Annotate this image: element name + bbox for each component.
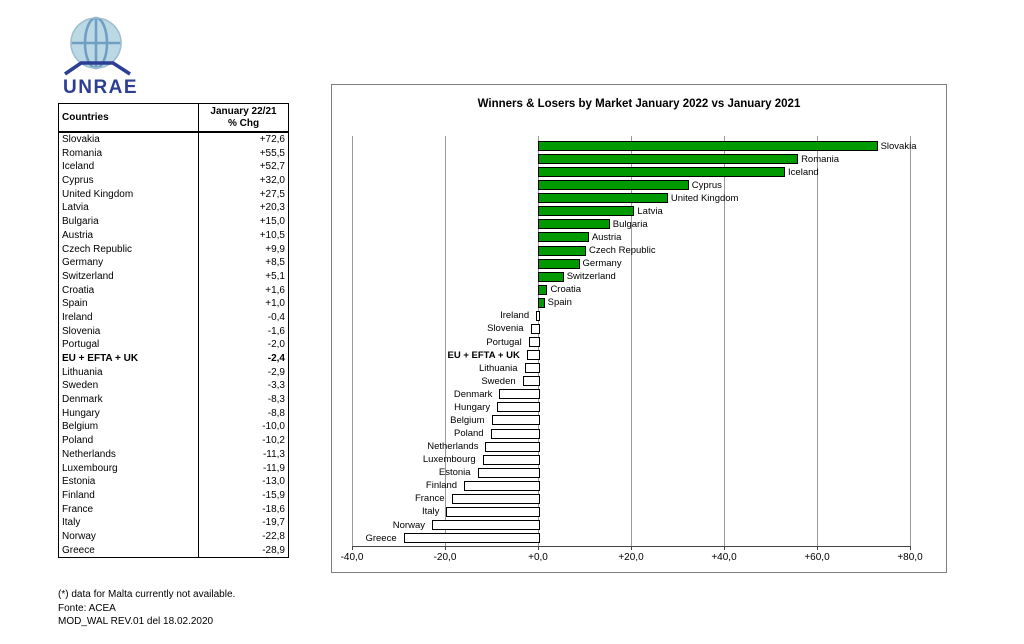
bar [483, 455, 540, 465]
value-cell: +20,3 [199, 201, 289, 215]
bar-label: Bulgaria [612, 218, 648, 230]
bar [452, 494, 540, 504]
bar-label: Netherlands [427, 441, 479, 453]
table-header-row [59, 104, 289, 133]
country-cell: Latvia [59, 201, 199, 215]
globe-icon [62, 14, 152, 102]
value-cell: +8,5 [199, 256, 289, 270]
bar [538, 180, 689, 190]
x-tick-label: +0,0 [528, 552, 548, 563]
bar-label: Germany [582, 258, 622, 270]
table-row [59, 174, 289, 188]
bar [538, 259, 580, 269]
value-cell: -8,8 [199, 407, 289, 421]
bar-label: Romania [801, 153, 840, 165]
value-cell: -22,8 [199, 530, 289, 544]
country-cell: Austria [59, 229, 199, 243]
country-cell: Netherlands [59, 448, 199, 462]
bar [531, 324, 540, 334]
value-cell: -15,9 [199, 489, 289, 503]
country-cell: Denmark [59, 393, 199, 407]
country-cell: Belgium [59, 420, 199, 434]
table-row [59, 489, 289, 503]
bar-label: Hungary [454, 401, 491, 413]
country-cell: Portugal [59, 338, 199, 352]
bar-label: Norway [392, 519, 425, 531]
chart-panel [331, 84, 947, 573]
bar-label: Croatia [550, 284, 582, 296]
table-header-change-line2: % Chg [227, 117, 260, 129]
value-cell: +52,7 [199, 160, 289, 174]
value-cell: -19,7 [199, 516, 289, 530]
table-row [59, 393, 289, 407]
table-row [59, 188, 289, 202]
table-row [59, 229, 289, 243]
table-row [59, 297, 289, 311]
bar [529, 337, 540, 347]
bar [464, 481, 540, 491]
country-cell: EU + EFTA + UK [59, 352, 199, 366]
x-tick-label: -40,0 [340, 552, 364, 563]
country-cell: Slovenia [59, 325, 199, 339]
country-cell: Czech Republic [59, 243, 199, 257]
bar-label: Ireland [500, 310, 530, 322]
table-row [59, 243, 289, 257]
country-cell: Poland [59, 434, 199, 448]
logo-text: UNRAE [63, 77, 139, 98]
gridline [352, 136, 353, 546]
bar-label: Slovakia [880, 140, 917, 152]
bar [497, 402, 540, 412]
country-cell: Norway [59, 530, 199, 544]
value-cell: -2,0 [199, 338, 289, 352]
table-row [59, 215, 289, 229]
footnote-malta: (*) data for Malta currently not available. [58, 589, 236, 600]
footer [58, 588, 235, 629]
table-row [59, 462, 289, 476]
bar-label: Italy [421, 506, 440, 518]
table-row [59, 256, 289, 270]
bar-label: Latvia [637, 205, 663, 217]
bar-label: Austria [591, 231, 622, 243]
table-header-change-line1: January 22/21 [210, 105, 277, 117]
country-cell: Italy [59, 516, 199, 530]
country-cell: Luxembourg [59, 462, 199, 476]
gridline [910, 136, 911, 546]
table-row [59, 475, 289, 489]
bar-label: Czech Republic [589, 245, 656, 257]
country-cell: Sweden [59, 379, 199, 393]
value-cell: +5,1 [199, 270, 289, 284]
bar-label: Cyprus [691, 179, 722, 191]
table-row [59, 379, 289, 393]
value-cell: -11,9 [199, 462, 289, 476]
bar [538, 167, 785, 177]
bar [538, 193, 668, 203]
value-cell: +15,0 [199, 215, 289, 229]
table-row [59, 407, 289, 421]
country-cell: Greece [59, 544, 199, 558]
gridline [817, 136, 818, 546]
value-cell: -8,3 [199, 393, 289, 407]
table-row [59, 311, 289, 325]
table-row [59, 434, 289, 448]
bar [538, 141, 878, 151]
value-cell: -3,3 [199, 379, 289, 393]
value-cell: -10,0 [199, 420, 289, 434]
bar [525, 363, 540, 373]
x-axis [352, 546, 910, 547]
table-header-change [199, 104, 289, 133]
value-cell: +72,6 [199, 132, 289, 147]
bar [538, 246, 586, 256]
value-cell: -10,2 [199, 434, 289, 448]
country-cell: Bulgaria [59, 215, 199, 229]
bar [404, 533, 540, 543]
bar-label: Poland [453, 428, 484, 440]
bar-label: United Kingdom [670, 192, 739, 204]
table-row [59, 160, 289, 174]
table-row [59, 352, 289, 366]
country-cell: Croatia [59, 284, 199, 298]
country-cell: Estonia [59, 475, 199, 489]
bar [538, 154, 798, 164]
value-cell: -11,3 [199, 448, 289, 462]
footnote-mod: MOD_WAL REV.01 del 18.02.2020 [58, 616, 214, 627]
table-row [59, 147, 289, 161]
value-cell: +27,5 [199, 188, 289, 202]
bar [478, 468, 540, 478]
value-cell: -18,6 [199, 503, 289, 517]
bar [538, 272, 564, 282]
bar-label: Spain [547, 297, 572, 309]
country-cell: Switzerland [59, 270, 199, 284]
value-cell: +32,0 [199, 174, 289, 188]
unrae-logo [62, 14, 152, 102]
bar [527, 350, 540, 360]
bar [499, 389, 540, 399]
table-row [59, 284, 289, 298]
table-row [59, 516, 289, 530]
bar-label: Portugal [486, 336, 522, 348]
bar [538, 298, 545, 308]
bar-label: Slovenia [487, 323, 524, 335]
value-cell: +10,5 [199, 229, 289, 243]
bar [538, 219, 610, 229]
bar [485, 442, 540, 452]
bar-label: Switzerland [566, 271, 616, 283]
table-row [59, 503, 289, 517]
country-cell: Germany [59, 256, 199, 270]
bar [538, 285, 547, 295]
bar-label: Belgium [450, 414, 485, 426]
country-cell: Spain [59, 297, 199, 311]
country-cell: Romania [59, 147, 199, 161]
country-cell: Finland [59, 489, 199, 503]
bar-label: Iceland [788, 166, 819, 178]
table-row [59, 544, 289, 558]
bar-label: Sweden [481, 375, 516, 387]
value-cell: -2,9 [199, 366, 289, 380]
value-cell: +1,6 [199, 284, 289, 298]
value-cell: -2,4 [199, 352, 289, 366]
bar [523, 376, 540, 386]
table-row [59, 132, 289, 147]
table-row [59, 530, 289, 544]
value-cell: -0,4 [199, 311, 289, 325]
bar-label: Denmark [453, 388, 493, 400]
chart-title: Winners & Losers by Market January 2022 vs January 2021 [477, 98, 801, 110]
country-cell: Lithuania [59, 366, 199, 380]
x-tick-label: +60,0 [804, 552, 830, 563]
value-cell: +9,9 [199, 243, 289, 257]
table-row [59, 325, 289, 339]
bar [446, 507, 540, 517]
table-header-countries: Countries [59, 104, 199, 133]
country-cell: Iceland [59, 160, 199, 174]
value-cell: +55,5 [199, 147, 289, 161]
country-cell: Slovakia [59, 132, 199, 147]
country-cell: United Kingdom [59, 188, 199, 202]
country-cell: France [59, 503, 199, 517]
bar-label: Estonia [438, 467, 471, 479]
bar-label: EU + EFTA + UK [447, 349, 520, 361]
bar-label: Greece [365, 532, 397, 544]
bar-label: Luxembourg [422, 454, 476, 466]
bar [538, 232, 589, 242]
bar [538, 206, 634, 216]
bar [432, 520, 540, 530]
value-cell: -1,6 [199, 325, 289, 339]
table-row [59, 338, 289, 352]
countries-table [58, 103, 289, 558]
x-tick-label: -20,0 [433, 552, 457, 563]
footnote-source: Fonte: ACEA [58, 602, 116, 614]
table-row [59, 270, 289, 284]
country-cell: Hungary [59, 407, 199, 421]
x-tick-label: +20,0 [618, 552, 644, 563]
table-row [59, 448, 289, 462]
bar-label: Lithuania [478, 362, 518, 374]
value-cell: +1,0 [199, 297, 289, 311]
x-tick-label: +80,0 [897, 552, 923, 563]
bar [536, 311, 540, 321]
country-cell: Cyprus [59, 174, 199, 188]
table-row [59, 366, 289, 380]
country-cell: Ireland [59, 311, 199, 325]
table-row [59, 420, 289, 434]
x-tick-label: +40,0 [711, 552, 737, 563]
value-cell: -28,9 [199, 544, 289, 558]
bar [491, 429, 540, 439]
table-row [59, 201, 289, 215]
bar-label: France [414, 493, 445, 505]
x-axis-tick [910, 546, 911, 550]
value-cell: -13,0 [199, 475, 289, 489]
bar-label: Finland [425, 480, 458, 492]
bar [492, 415, 541, 425]
chart-plot-area [332, 85, 946, 572]
